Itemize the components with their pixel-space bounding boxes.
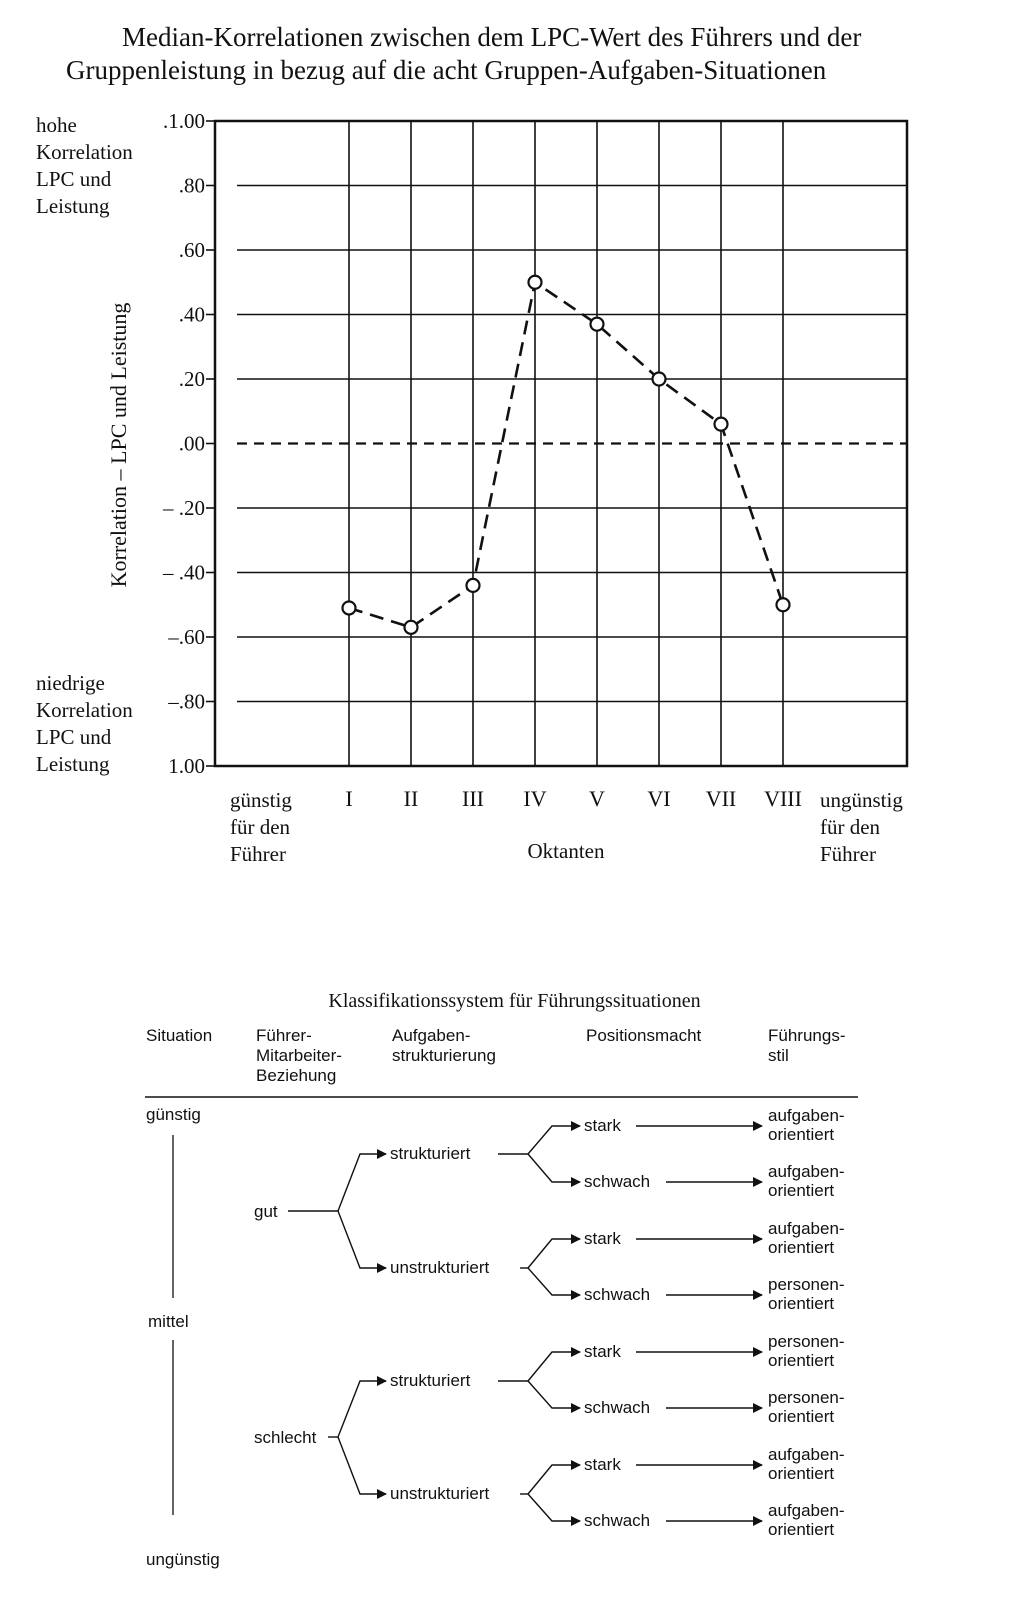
branch-arrow bbox=[528, 1352, 580, 1381]
power-label: stark bbox=[584, 1229, 621, 1248]
branch-arrow bbox=[528, 1268, 580, 1295]
structure-label: unstrukturiert bbox=[390, 1484, 490, 1503]
classification-title: Klassifikationssystem für Führungssituationen bbox=[328, 990, 701, 1012]
style-label: orientiert bbox=[768, 1351, 835, 1370]
branch-arrow bbox=[528, 1381, 580, 1408]
y-tick-label: –.60 bbox=[168, 625, 205, 649]
chart-title-line-2: Gruppenleistung in bezug auf die acht Gruppen-Aufgaben-Situationen bbox=[66, 55, 827, 85]
power-label: stark bbox=[584, 1342, 621, 1361]
scale-bottom-label: ungünstig bbox=[146, 1550, 220, 1569]
style-label: aufgaben- bbox=[768, 1106, 845, 1125]
style-label: orientiert bbox=[768, 1294, 835, 1313]
scale-middle-label: mittel bbox=[148, 1312, 189, 1331]
style-label: aufgaben- bbox=[768, 1445, 845, 1464]
branch-arrow bbox=[338, 1211, 386, 1268]
header-power: Positionsmacht bbox=[586, 1026, 702, 1045]
scale-top-label: günstig bbox=[146, 1105, 201, 1124]
style-label: orientiert bbox=[768, 1464, 835, 1483]
header-situation: Situation bbox=[146, 1026, 213, 1045]
y-tick-label: .60 bbox=[178, 238, 205, 262]
branch-arrow bbox=[338, 1154, 386, 1211]
style-label: aufgaben- bbox=[768, 1219, 845, 1238]
structure-label: strukturiert bbox=[390, 1371, 471, 1390]
x-axis-label: Oktanten bbox=[527, 839, 605, 863]
branch-arrow bbox=[528, 1465, 580, 1494]
x-tick-label: I bbox=[345, 786, 353, 811]
style-label: aufgaben- bbox=[768, 1501, 845, 1520]
x-tick-label: IV bbox=[523, 786, 547, 811]
favorable-note: günstig für den Führer bbox=[230, 788, 292, 866]
power-label: stark bbox=[584, 1455, 621, 1474]
y-tick-label: 1.00 bbox=[168, 754, 205, 778]
branch-arrow bbox=[528, 1239, 580, 1268]
power-label: schwach bbox=[584, 1398, 651, 1417]
structure-label: strukturiert bbox=[390, 1144, 471, 1163]
power-label: stark bbox=[584, 1116, 621, 1135]
branch-arrow bbox=[528, 1494, 580, 1521]
power-label: schwach bbox=[584, 1172, 651, 1191]
header-structure: Aufgaben- strukturierung bbox=[392, 1026, 496, 1065]
branch-arrow bbox=[528, 1154, 580, 1182]
style-label: aufgaben- bbox=[768, 1162, 845, 1181]
relation-label-schlecht: schlecht bbox=[254, 1428, 317, 1447]
x-tick-label: VIII bbox=[764, 786, 802, 811]
branch-arrow bbox=[338, 1437, 386, 1494]
style-label: orientiert bbox=[768, 1407, 835, 1426]
x-tick-label: VII bbox=[705, 786, 737, 811]
y-tick-label: .00 bbox=[178, 431, 205, 456]
x-tick-label: II bbox=[403, 786, 419, 811]
tree-connectors bbox=[288, 1126, 762, 1521]
y-tick-label: – .40 bbox=[163, 560, 205, 585]
style-label: orientiert bbox=[768, 1181, 835, 1200]
y-tick-label: .20 bbox=[178, 367, 205, 391]
x-tick-label: VI bbox=[647, 786, 671, 811]
style-label: personen- bbox=[768, 1275, 845, 1294]
header-relation: Führer- Mitarbeiter- Beziehung bbox=[256, 1026, 342, 1085]
y-tick-label: .80 bbox=[178, 173, 205, 198]
branch-arrow bbox=[528, 1126, 580, 1154]
header-style: Führungs- stil bbox=[768, 1026, 846, 1065]
y-tick-label: .40 bbox=[178, 302, 205, 327]
power-label: schwach bbox=[584, 1285, 651, 1304]
style-label: personen- bbox=[768, 1332, 845, 1351]
x-tick-label: III bbox=[462, 786, 484, 811]
style-label: orientiert bbox=[768, 1520, 835, 1539]
y-axis-label: Korrelation – LPC und Leistung bbox=[106, 302, 131, 588]
high-correlation-note: hohe Korrelation LPC und Leistung bbox=[36, 113, 133, 218]
low-correlation-note: niedrige Korrelation LPC und Leistung bbox=[36, 671, 133, 776]
x-tick-label: V bbox=[589, 786, 605, 811]
style-label: orientiert bbox=[768, 1125, 835, 1144]
y-tick-label: .1.00 bbox=[163, 109, 205, 133]
branch-arrow bbox=[338, 1381, 386, 1437]
unfavorable-note: ungünstig für den Führer bbox=[820, 788, 903, 866]
relation-label-gut: gut bbox=[254, 1202, 278, 1221]
y-tick-label: – .20 bbox=[163, 496, 205, 520]
power-label: schwach bbox=[584, 1511, 651, 1530]
style-label: orientiert bbox=[768, 1238, 835, 1257]
style-label: personen- bbox=[768, 1388, 845, 1407]
structure-label: unstrukturiert bbox=[390, 1258, 490, 1277]
y-tick-label: –.80 bbox=[168, 689, 205, 714]
chart-title-line-1: Median-Korrelationen zwischen dem LPC-Wert des Führers und der bbox=[122, 22, 862, 52]
